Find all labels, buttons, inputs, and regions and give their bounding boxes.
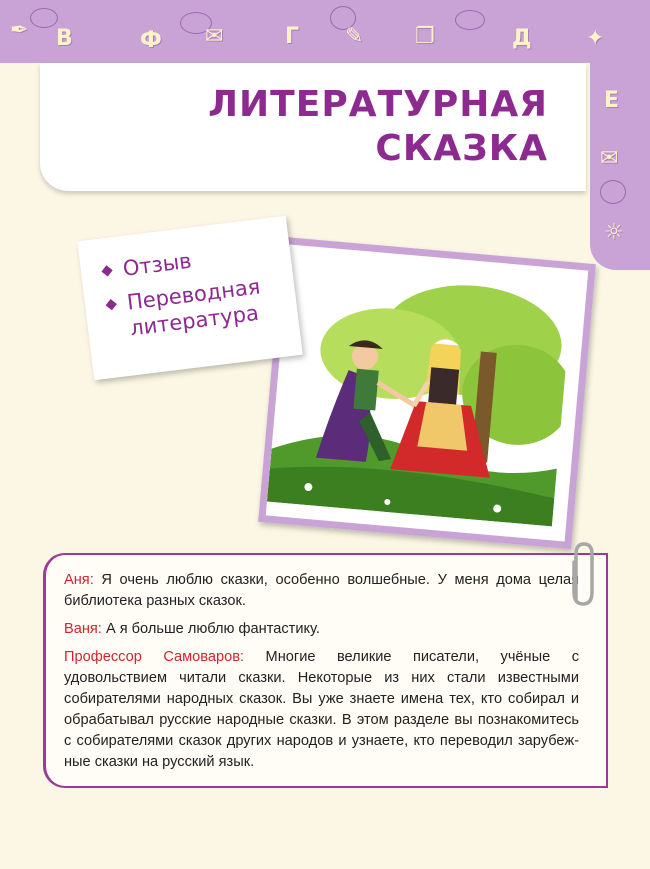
title-line-2: СКАЗКА bbox=[375, 128, 548, 169]
letter-block-icon: В bbox=[56, 26, 73, 51]
illustration-frame bbox=[258, 237, 596, 549]
star-icon: ✦ bbox=[586, 26, 605, 51]
letter-block-icon: Е bbox=[604, 88, 620, 113]
speaker-name: Аня: bbox=[64, 572, 94, 588]
diamond-bullet-icon bbox=[106, 299, 117, 310]
page-title bbox=[208, 83, 548, 171]
dialog-text bbox=[64, 570, 579, 780]
quill-icon: ✒ bbox=[10, 18, 29, 43]
letter-block-icon: Ф bbox=[140, 28, 162, 53]
speaker-name: Ваня: bbox=[64, 621, 102, 637]
dialog-line bbox=[64, 570, 579, 612]
swirl-decor bbox=[600, 180, 626, 204]
swirl-decor bbox=[455, 10, 485, 30]
letter-block-icon: Г bbox=[285, 24, 300, 49]
keyword-label: Отзыв bbox=[121, 248, 193, 281]
sun-icon: ☼ bbox=[604, 220, 624, 245]
dialog-speech: Многие великие писатели, учёные с удовольствием читали сказки. Некоторые из них стали известными собирателями народных сказок. Вы уже знаете имена тех, кто собирал и обрабатывал русские народные сказки. В этом разделе вы познакомитесь с собирателями сказок других народов и узнаете, кто переводил зарубежные сказки на русский язык. bbox=[64, 649, 579, 770]
diamond-bullet-icon bbox=[101, 265, 112, 276]
dialog-speech: А я больше люблю фантастику. bbox=[105, 621, 320, 637]
keyword-label: Переводная литература bbox=[125, 274, 262, 341]
letter-block-icon: Д bbox=[512, 26, 532, 51]
pencil-icon: ✎ bbox=[345, 24, 364, 49]
dialog-speech: Я очень люблю сказки, особенно волшебные. У меня дома целая библиотека разных сказок. bbox=[64, 572, 579, 609]
dialog-line bbox=[64, 619, 579, 640]
dialog-line bbox=[64, 647, 579, 773]
top-decor-band bbox=[0, 0, 650, 63]
scroll-icon: ✉ bbox=[205, 24, 224, 49]
keywords-list bbox=[77, 216, 298, 347]
title-card bbox=[40, 63, 586, 191]
swirl-decor bbox=[30, 8, 58, 28]
paperclip-icon bbox=[566, 540, 600, 610]
illustration-fairy-tale bbox=[267, 244, 574, 526]
scroll-icon: ✉ bbox=[600, 146, 619, 171]
title-line-1: ЛИТЕРАТУРНАЯ bbox=[208, 84, 548, 125]
book-icon: ❐ bbox=[415, 24, 435, 49]
dialog-box bbox=[43, 553, 608, 788]
keywords-card bbox=[77, 216, 302, 381]
speaker-name: Профессор Самоваров: bbox=[64, 649, 245, 665]
